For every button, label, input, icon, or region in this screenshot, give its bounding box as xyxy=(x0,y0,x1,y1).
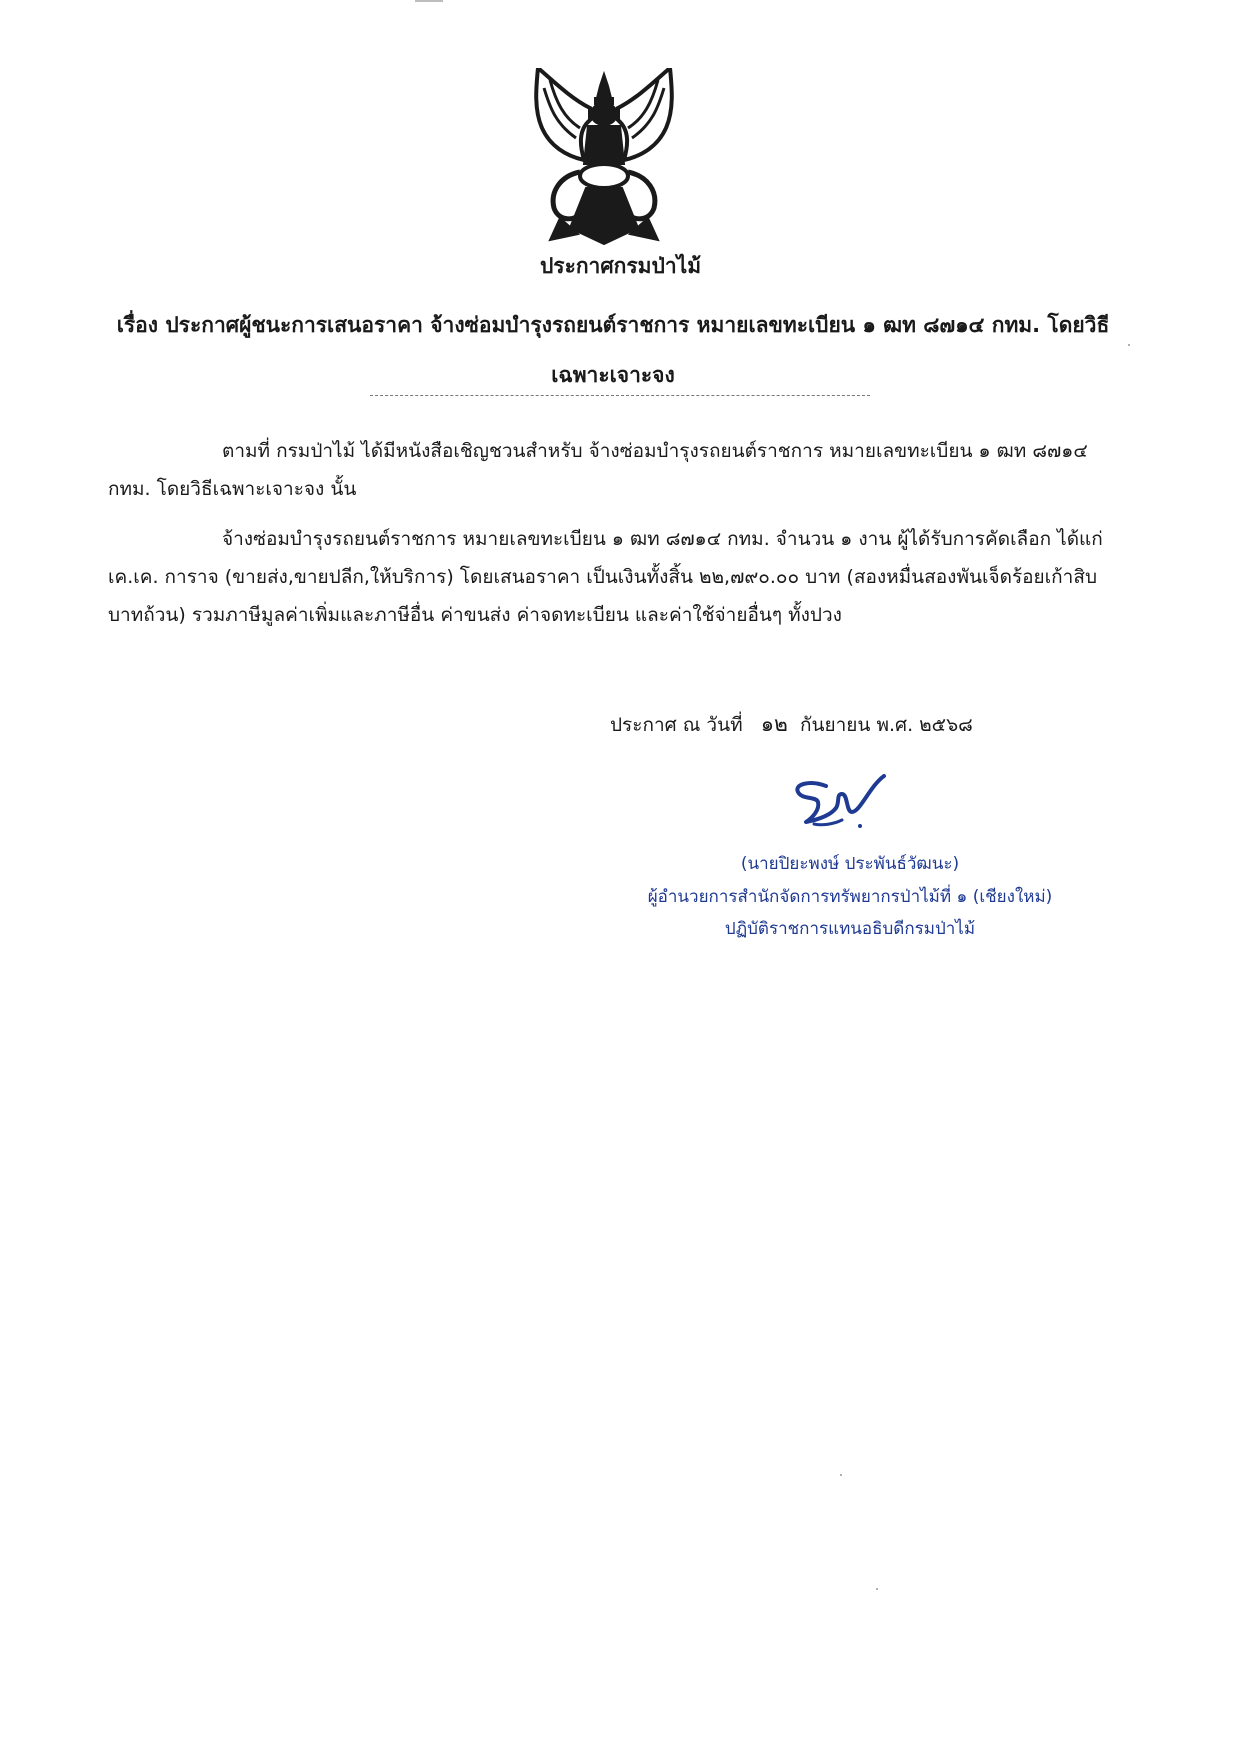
subject-line-2: เฉพาะเจาะจง xyxy=(551,363,675,387)
scan-speck xyxy=(876,1588,878,1590)
scan-speck xyxy=(840,1474,842,1476)
paragraph-intro: ตามที่ กรมป่าไม้ ได้มีหนังสือเชิญชวนสำหรับ จ้างซ่อมบำรุงรถยนต์ราชการ หมายเลขทะเบียน ๑ ฒท ๘๗๑๔ กทม. โดยวิธีเฉพาะเจาะจง นั้น xyxy=(108,440,1088,500)
paragraph-award: จ้างซ่อมบำรุงรถยนต์ราชการ หมายเลขทะเบียน ๑ ฒท ๘๗๑๔ กทม. จำนวน ๑ งาน ผู้ได้รับการคัดเลือก ได้แก่ เค.เค. การาจ (ขายส่ง,ขายปลีก,ให้บริการ) โดยเสนอราคา เป็นเงินทั้งสิ้น ๒๒,๗๙๐.๐๐ บาท (สองหมื่นสองพันเจ็ดร้อยเก้าสิบบาทถ้วน) รวมภาษีมูลค่าเพิ่มและภาษีอื่น ค่าขนส่ง ค่าจดทะเบียน และค่าใช้จ่ายอื่นๆ ทั้งปวง xyxy=(108,528,1103,626)
date-prefix: ประกาศ ณ วันที่ xyxy=(610,714,743,736)
separator-line xyxy=(370,395,870,396)
signer-acting-on-behalf: ปฏิบัติราชการแทนอธิบดีกรมป่าไม้ xyxy=(724,919,976,939)
signer-name: (นายปิยะพงษ์ ประพันธ์วัฒนะ) xyxy=(740,854,960,874)
date-suffix: กันยายน พ.ศ. ๒๕๖๘ xyxy=(800,714,973,736)
scan-artifact xyxy=(415,0,443,2)
announcement-date xyxy=(610,708,973,741)
announcement-subject xyxy=(108,300,1118,400)
date-day: ๑๒ xyxy=(760,712,788,736)
scan-speck xyxy=(1128,344,1130,346)
subject-line-1: เรื่อง ประกาศผู้ชนะการเสนอราคา จ้างซ่อมบำรุงรถยนต์ราชการ หมายเลขทะเบียน ๑ ฒท ๘๗๑๔ กทม. โดยวิธี xyxy=(116,313,1110,337)
signer-position: ผู้อำนวยการสำนักจัดการทรัพยากรป่าไม้ที่ ๑ (เชียงใหม่) xyxy=(647,887,1053,907)
announcement-title: ประกาศกรมป่าไม้ xyxy=(539,254,702,278)
garuda-emblem-icon xyxy=(520,68,688,250)
handwritten-signature-icon xyxy=(790,772,900,840)
